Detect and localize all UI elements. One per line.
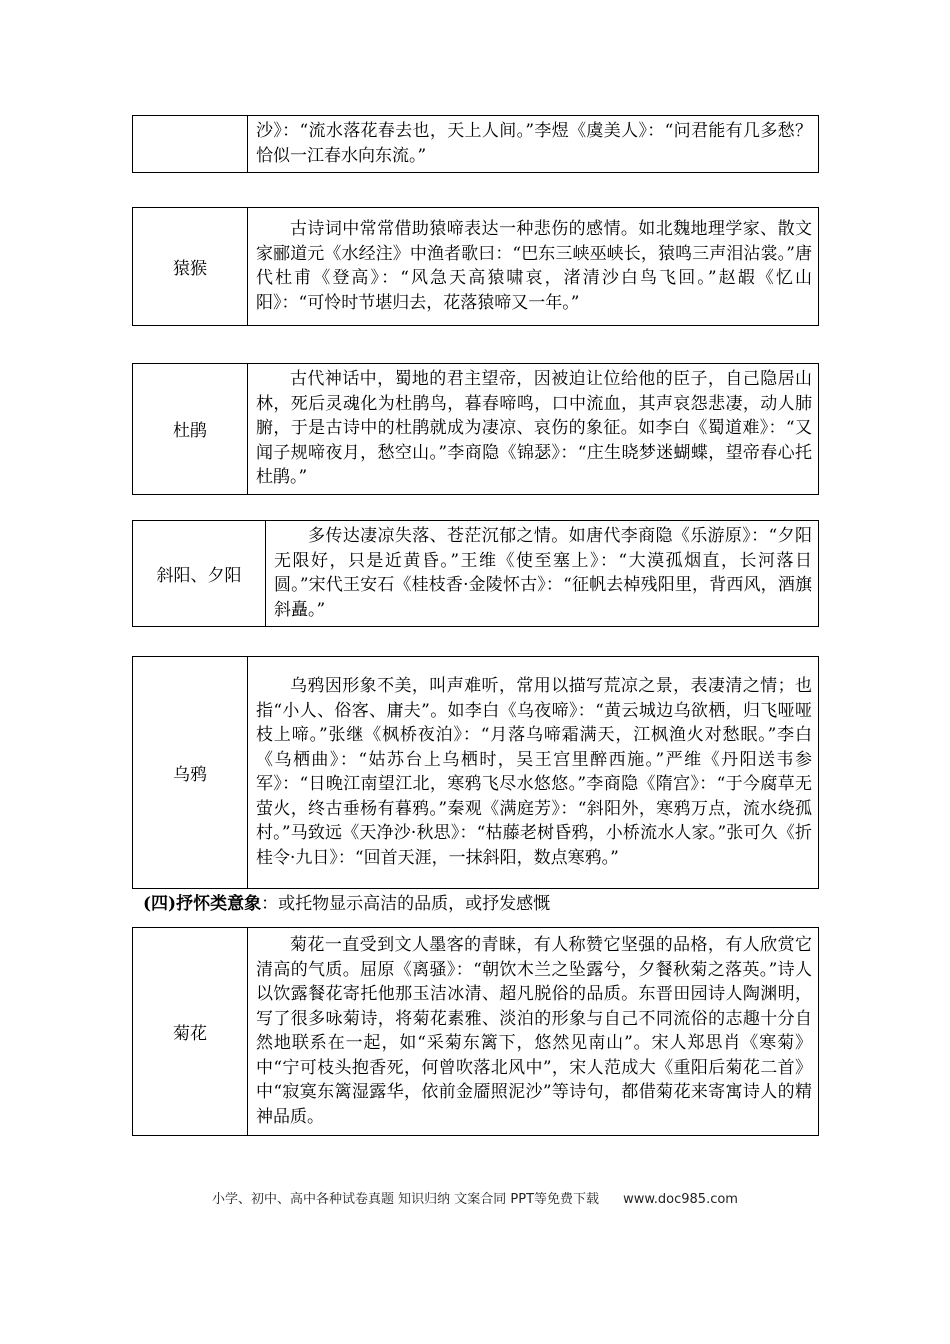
imagery-label: 乌鸦 [133, 657, 248, 889]
imagery-table-chrysanthemum [132, 927, 819, 1136]
imagery-description: 多传达凄凉失落、苍茫沉郁之情。如唐代李商隐《乐游原》：“夕阳无限好，只是近黄昏。”王维《使至塞上》：“大漠孤烟直，长河落日圆。”宋代王安石《桂枝香·金陵怀古》：“征帆去棹残阳里，背西风，酒旗斜矗。” [274, 526, 812, 620]
imagery-description: 乌鸦因形象不美，叫声难听，常用以描写荒凉之景，表凄清之情；也指“小人、俗客、庸夫”。如李白《乌夜啼》：“黄云城边乌欲栖，归飞哑哑枝上啼。”张继《枫桥夜泊》：“月落乌啼霜满天，江枫渔火对愁眠。”李白《乌栖曲》：“姑苏台上乌栖时，吴王宫里醉西施。”严维《丹阳送韦参军》：“日晚江南望江北，寒鸦飞尽水悠悠。”李商隐《隋宫》：“于今腐草无萤火，终古垂杨有暮鸦。”秦观《满庭芳》：“斜阳外，寒鸦万点，流水绕孤村。”马致远《天净沙·秋思》：“枯藤老树昏鸦，小桥流水人家。”张可久《折桂令·九日》：“回首天涯，一抹斜阳，数点寒鸦。” [256, 676, 812, 868]
imagery-label: 菊花 [133, 928, 248, 1136]
imagery-label: 猿猴 [133, 208, 248, 326]
empty-label-cell [133, 116, 248, 173]
table-row [133, 657, 819, 889]
imagery-description-cell [248, 657, 819, 889]
imagery-description-cell [248, 208, 819, 326]
imagery-table-ape [132, 207, 819, 326]
footer-url[interactable]: www.doc985.com [623, 1192, 738, 1207]
table-row [133, 521, 819, 627]
continuation-text: 沙》：“流水落花春去也，天上人间。”李煜《虞美人》：“问君能有几多愁？恰似一江春水向东流。” [248, 116, 819, 173]
imagery-table-crow [132, 656, 819, 889]
imagery-table-sunset [132, 520, 819, 627]
imagery-description-cell [266, 521, 819, 627]
imagery-table-cuckoo [132, 363, 819, 495]
table-row [133, 364, 819, 495]
table-row [133, 208, 819, 326]
footer-text: 小学、初中、高中各种试卷真题 知识归纳 文案合同 PPT等免费下载 [212, 1192, 600, 1207]
imagery-label: 斜阳、夕阳 [133, 521, 266, 627]
table-row [133, 116, 819, 173]
section-heading [143, 892, 823, 916]
continuation-table [132, 115, 819, 173]
page-footer [0, 1188, 950, 1207]
imagery-description: 菊花一直受到文人墨客的青睐，有人称赞它坚强的品格，有人欣赏它清高的气质。屈原《离骚》：“朝饮木兰之坠露兮，夕餐秋菊之落英。”诗人以饮露餐花寄托他那玉洁冰清、超凡脱俗的品质。东晋田园诗人陶渊明，写了很多咏菊诗，将菊花素雅、淡泊的形象与自己不同流俗的志趣十分自然地联系在一起，如“采菊东篱下，悠然见南山”。宋人郑思肖《寒菊》中“宁可枝头抱香死，何曾吹落北风中”，宋人范成大《重阳后菊花二首》中“寂寞东篱湿露华，依前金靥照泥沙”等诗句，都借菊花来寄寓诗人的精神品质。 [256, 935, 812, 1127]
section-title: (四)抒怀类意象 [143, 894, 262, 914]
imagery-description-cell [248, 364, 819, 495]
section-description: ：或托物显示高洁的品质，或抒发感慨 [261, 894, 551, 914]
imagery-description: 古诗词中常常借助猿啼表达一种悲伤的感情。如北魏地理学家、散文家郦道元《水经注》中渔者歌曰：“巴东三峡巫峡长，猿鸣三声泪沾裳。”唐代杜甫《登高》：“风急天高猿啸哀，渚清沙白鸟飞回。”赵嘏《忆山阳》：“可怜时节堪归去，花落猿啼又一年。” [256, 219, 812, 313]
imagery-description: 古代神话中，蜀地的君主望帝，因被迫让位给他的臣子，自己隐居山林，死后灵魂化为杜鹃鸟，暮春啼鸣，口中流血，其声哀怨悲凄，动人肺腑，于是古诗中的杜鹃就成为凄凉、哀伤的象征。如李白《蜀道难》：“又闻子规啼夜月，愁空山。”李商隐《锦瑟》：“庄生晓梦迷蝴蝶，望帝春心托杜鹃。” [256, 369, 812, 487]
table-row [133, 928, 819, 1136]
imagery-description-cell [248, 928, 819, 1136]
imagery-label: 杜鹃 [133, 364, 248, 495]
